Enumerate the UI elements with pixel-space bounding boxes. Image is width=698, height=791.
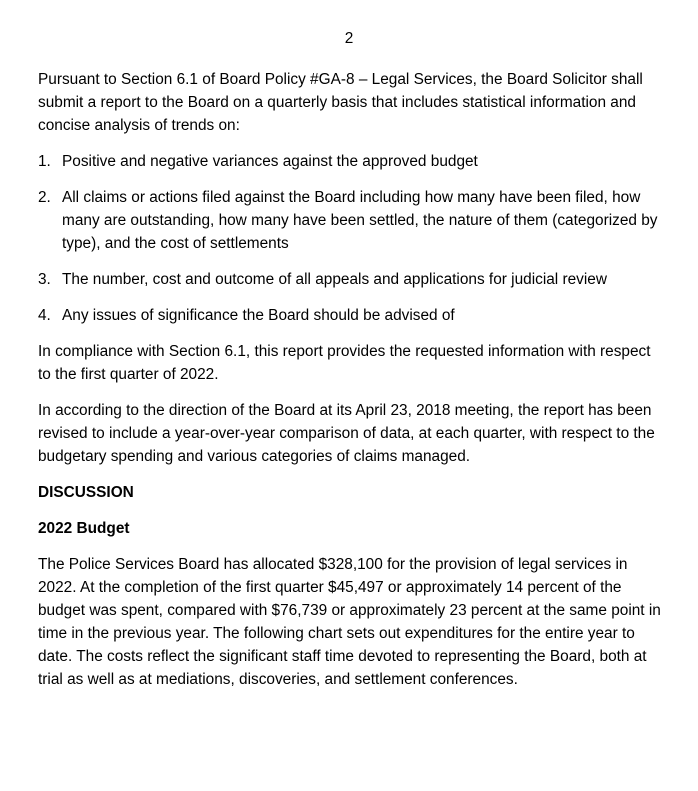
document-body — [38, 68, 663, 704]
list-item-number: 4. — [38, 307, 51, 324]
page-number: 2 — [344, 30, 354, 47]
list-item-number: 3. — [38, 271, 51, 288]
list-item-text: The number, cost and outcome of all appeals and applications for judicial review — [62, 271, 607, 288]
requirements-list — [38, 150, 663, 327]
discussion-heading: DISCUSSION — [38, 484, 134, 501]
direction-paragraph: In according to the direction of the Board at its April 23, 2018 meeting, the report has been revised to include a year-over-year comparison of data, at each quarter, with respect to the budgetary spending and various categories of claims managed. — [38, 402, 655, 465]
list-item — [38, 304, 663, 327]
budget-heading: 2022 Budget — [38, 520, 130, 537]
list-item-number: 2. — [38, 189, 51, 206]
list-item — [38, 150, 663, 173]
list-item-text: Positive and negative variances against the approved budget — [62, 153, 478, 170]
intro-paragraph: Pursuant to Section 6.1 of Board Policy #GA-8 – Legal Services, the Board Solicitor shall submit a report to the Board on a quarterly basis that includes statistical information and concise analysis of trends on: — [38, 71, 643, 134]
compliance-paragraph: In compliance with Section 6.1, this report provides the requested information with respect to the first quarter of 2022. — [38, 343, 651, 383]
list-item — [38, 186, 663, 255]
list-item — [38, 268, 663, 291]
list-item-text: Any issues of significance the Board should be advised of — [62, 307, 455, 324]
list-item-number: 1. — [38, 153, 51, 170]
list-item-text: All claims or actions filed against the Board including how many have been filed, how many are outstanding, how many have been settled, the nature of them (categorized by type), and the cost of settlements — [62, 189, 658, 252]
budget-paragraph: The Police Services Board has allocated $328,100 for the provision of legal services in 2022. At the completion of the first quarter $45,497 or approximately 14 percent of the budget was spent, compared with $76,739 or approximately 23 percent at the same point in time in the previous year. The following chart sets out expenditures for the entire year to date. The costs reflect the significant staff time devoted to representing the Board, both at trial as well as at mediations, discoveries, and settlement conferences. — [38, 556, 661, 688]
